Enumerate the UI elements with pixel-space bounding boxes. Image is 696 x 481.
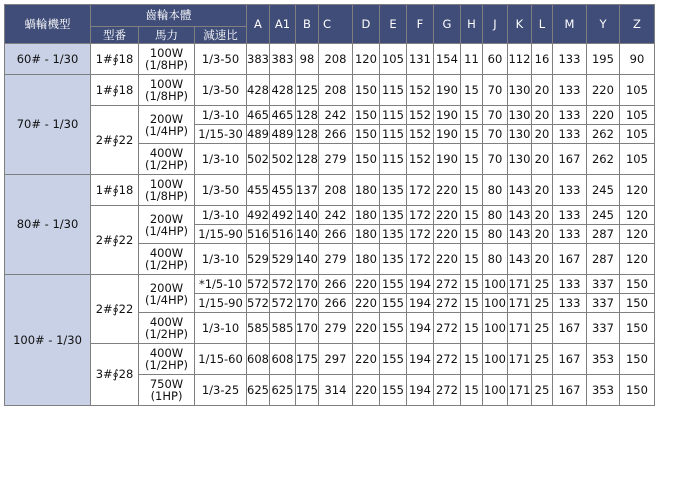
dim-y-cell: 353 (586, 344, 619, 375)
dim-g-cell: 190 (433, 125, 460, 144)
ratio-cell: 1/15-90 (195, 294, 247, 313)
ratio-cell: 1/15-60 (195, 344, 247, 375)
power-hp: (1/2HP) (144, 258, 189, 272)
dim-d-cell: 220 (352, 313, 379, 344)
dim-e-cell: 155 (379, 375, 406, 406)
dim-f-cell: 152 (406, 144, 433, 175)
dim-k-cell: 171 (507, 294, 531, 313)
ratio-cell: 1/3-50 (195, 75, 247, 106)
dim-a-cell: 492 (247, 206, 270, 225)
dim-e-cell: 155 (379, 344, 406, 375)
dim-h-cell: 15 (460, 206, 482, 225)
dim-a-cell: 455 (247, 175, 270, 206)
dim-a1-cell: 492 (269, 206, 295, 225)
dim-j-cell: 80 (482, 175, 507, 206)
dim-l-cell: 20 (531, 175, 552, 206)
dim-g-cell: 272 (433, 344, 460, 375)
dim-h-cell: 15 (460, 244, 482, 275)
dim-f-cell: 172 (406, 225, 433, 244)
dim-z-cell: 150 (619, 294, 654, 313)
dim-a-cell: 608 (247, 344, 270, 375)
dim-b-cell: 140 (295, 244, 318, 275)
dim-c-cell: 266 (318, 125, 352, 144)
model-label: 100# - 1/30 (5, 275, 91, 406)
table-row (5, 175, 655, 206)
ratio-cell: 1/3-25 (195, 375, 247, 406)
dim-z-cell: 120 (619, 225, 654, 244)
dim-j-cell: 70 (482, 125, 507, 144)
header-row (5, 5, 655, 27)
power-watts: 200W (149, 280, 184, 295)
ratio-cell: 1/3-10 (195, 144, 247, 175)
type-cell: 1#∮18 (91, 175, 139, 206)
dim-h-cell: 15 (460, 175, 482, 206)
dim-c-cell: 266 (318, 294, 352, 313)
dim-k-cell: 143 (507, 206, 531, 225)
dim-l-cell: 25 (531, 375, 552, 406)
power-hp: (1/4HP) (144, 123, 189, 138)
table-row (5, 206, 655, 225)
power-cell (139, 144, 195, 175)
dim-y-cell: 262 (586, 144, 619, 175)
model-label: 60# - 1/30 (5, 44, 91, 75)
dim-f-cell: 172 (406, 206, 433, 225)
dim-a1-cell: 585 (269, 313, 295, 344)
dim-g-cell: 220 (433, 175, 460, 206)
dim-b-cell: 140 (295, 225, 318, 244)
dim-m-cell: 133 (552, 106, 586, 125)
dim-y-cell: 287 (586, 244, 619, 275)
dim-d-cell: 150 (352, 75, 379, 106)
ratio-cell: *1/5-10 (195, 275, 247, 294)
dim-m-cell: 133 (552, 125, 586, 144)
header-dim-k: K (507, 5, 531, 44)
dim-y-cell: 262 (586, 125, 619, 144)
power-cell (139, 313, 195, 344)
power-watts: 400W (149, 315, 184, 329)
dim-j-cell: 100 (482, 294, 507, 313)
header-dim-z: Z (619, 5, 654, 44)
dim-m-cell: 133 (552, 75, 586, 106)
header-dim-l: L (531, 5, 552, 44)
type-cell: 2#∮22 (91, 275, 139, 344)
dim-m-cell: 133 (552, 175, 586, 206)
dim-d-cell: 220 (352, 275, 379, 294)
dim-b-cell: 128 (295, 106, 318, 125)
table-row (5, 106, 655, 125)
table-row (5, 344, 655, 375)
dim-y-cell: 353 (586, 375, 619, 406)
dim-k-cell: 130 (507, 106, 531, 125)
dim-j-cell: 80 (482, 206, 507, 225)
dim-a-cell: 489 (247, 125, 270, 144)
dim-f-cell: 172 (406, 244, 433, 275)
dim-g-cell: 190 (433, 144, 460, 175)
dim-m-cell: 167 (552, 144, 586, 175)
dim-l-cell: 25 (531, 294, 552, 313)
dim-c-cell: 314 (318, 375, 352, 406)
dim-h-cell: 15 (460, 225, 482, 244)
power-hp: (1/2HP) (144, 327, 189, 341)
header-type-no: 型番 (91, 27, 139, 44)
dim-a1-cell: 455 (269, 175, 295, 206)
model-label: 80# - 1/30 (5, 175, 91, 275)
power-hp: (1/2HP) (144, 358, 189, 372)
dim-c-cell: 242 (318, 206, 352, 225)
dim-h-cell: 15 (460, 313, 482, 344)
dim-k-cell: 143 (507, 175, 531, 206)
table-row (5, 44, 655, 75)
dim-e-cell: 155 (379, 275, 406, 294)
dim-g-cell: 190 (433, 75, 460, 106)
power-cell (139, 244, 195, 275)
dim-m-cell: 167 (552, 313, 586, 344)
dim-a-cell: 585 (247, 313, 270, 344)
dim-b-cell: 125 (295, 75, 318, 106)
dim-k-cell: 130 (507, 144, 531, 175)
dim-j-cell: 70 (482, 144, 507, 175)
dim-y-cell: 337 (586, 313, 619, 344)
ratio-cell: 1/15-30 (195, 125, 247, 144)
dim-f-cell: 194 (406, 375, 433, 406)
dim-c-cell: 242 (318, 106, 352, 125)
dim-y-cell: 245 (586, 206, 619, 225)
dim-k-cell: 171 (507, 313, 531, 344)
dim-m-cell: 167 (552, 344, 586, 375)
ratio-cell: 1/3-50 (195, 44, 247, 75)
dim-e-cell: 105 (379, 44, 406, 75)
header-dim-y: Y (586, 5, 619, 44)
dim-l-cell: 25 (531, 313, 552, 344)
header-dim-e: E (379, 5, 406, 44)
dim-h-cell: 11 (460, 44, 482, 75)
dim-z-cell: 120 (619, 175, 654, 206)
dim-d-cell: 150 (352, 106, 379, 125)
dim-a1-cell: 502 (269, 144, 295, 175)
dim-e-cell: 115 (379, 106, 406, 125)
dim-e-cell: 135 (379, 206, 406, 225)
dim-z-cell: 105 (619, 125, 654, 144)
dim-m-cell: 133 (552, 294, 586, 313)
dim-l-cell: 20 (531, 144, 552, 175)
header-dim-j: J (482, 5, 507, 44)
header-dim-a1: A1 (269, 5, 295, 44)
dim-f-cell: 152 (406, 106, 433, 125)
dim-m-cell: 133 (552, 225, 586, 244)
type-cell: 2#∮22 (91, 106, 139, 175)
dim-b-cell: 175 (295, 344, 318, 375)
ratio-cell: 1/3-10 (195, 313, 247, 344)
dim-a1-cell: 572 (269, 294, 295, 313)
power-hp: (1/8HP) (144, 189, 189, 203)
dim-j-cell: 70 (482, 75, 507, 106)
dim-j-cell: 100 (482, 275, 507, 294)
dim-z-cell: 105 (619, 75, 654, 106)
dim-a-cell: 625 (247, 375, 270, 406)
dim-e-cell: 115 (379, 144, 406, 175)
model-label: 70# - 1/30 (5, 75, 91, 175)
dim-m-cell: 133 (552, 206, 586, 225)
dim-y-cell: 220 (586, 106, 619, 125)
dim-m-cell: 167 (552, 244, 586, 275)
dim-l-cell: 20 (531, 225, 552, 244)
dim-d-cell: 220 (352, 375, 379, 406)
power-cell (139, 175, 195, 206)
dim-a-cell: 572 (247, 275, 270, 294)
dim-k-cell: 112 (507, 44, 531, 75)
header-dim-a: A (247, 5, 270, 44)
header-dim-d: D (352, 5, 379, 44)
dim-z-cell: 90 (619, 44, 654, 75)
dim-z-cell: 120 (619, 206, 654, 225)
dim-e-cell: 115 (379, 75, 406, 106)
dim-z-cell: 150 (619, 275, 654, 294)
header-dim-m: M (552, 5, 586, 44)
dim-z-cell: 150 (619, 313, 654, 344)
dim-y-cell: 245 (586, 175, 619, 206)
power-watts: 750W (149, 377, 184, 391)
dim-f-cell: 194 (406, 344, 433, 375)
power-watts: 100W (149, 77, 184, 91)
dim-l-cell: 20 (531, 244, 552, 275)
dim-a-cell: 529 (247, 244, 270, 275)
dim-e-cell: 155 (379, 294, 406, 313)
table-row (5, 75, 655, 106)
dim-d-cell: 120 (352, 44, 379, 75)
dim-e-cell: 135 (379, 225, 406, 244)
dim-b-cell: 137 (295, 175, 318, 206)
power-watts: 400W (149, 146, 184, 160)
dim-d-cell: 150 (352, 125, 379, 144)
header-dim-f: F (406, 5, 433, 44)
header-gear-body: 齒輪本體 (91, 5, 247, 27)
dim-d-cell: 180 (352, 244, 379, 275)
dim-g-cell: 220 (433, 244, 460, 275)
dim-d-cell: 150 (352, 144, 379, 175)
dim-j-cell: 80 (482, 225, 507, 244)
dim-k-cell: 130 (507, 75, 531, 106)
dim-f-cell: 194 (406, 275, 433, 294)
header-reduction-ratio: 減速比 (195, 27, 247, 44)
type-cell: 1#∮18 (91, 75, 139, 106)
dim-a-cell: 383 (247, 44, 270, 75)
header-dim-h: H (460, 5, 482, 44)
dim-l-cell: 20 (531, 106, 552, 125)
dim-f-cell: 172 (406, 175, 433, 206)
dim-h-cell: 15 (460, 144, 482, 175)
dim-c-cell: 208 (318, 75, 352, 106)
dim-j-cell: 100 (482, 344, 507, 375)
power-watts: 100W (149, 46, 184, 60)
dim-a1-cell: 625 (269, 375, 295, 406)
table-row (5, 275, 655, 294)
dim-b-cell: 98 (295, 44, 318, 75)
dim-h-cell: 15 (460, 344, 482, 375)
dim-k-cell: 171 (507, 344, 531, 375)
dim-e-cell: 135 (379, 175, 406, 206)
dim-l-cell: 16 (531, 44, 552, 75)
dim-a-cell: 572 (247, 294, 270, 313)
header-dim-b: B (295, 5, 318, 44)
dim-g-cell: 272 (433, 313, 460, 344)
dim-c-cell: 279 (318, 244, 352, 275)
type-cell: 2#∮22 (91, 206, 139, 275)
dim-a-cell: 428 (247, 75, 270, 106)
dim-a1-cell: 608 (269, 344, 295, 375)
dim-z-cell: 105 (619, 106, 654, 125)
dim-h-cell: 15 (460, 106, 482, 125)
dim-y-cell: 287 (586, 225, 619, 244)
power-cell (139, 106, 195, 144)
power-cell (139, 44, 195, 75)
dim-d-cell: 180 (352, 225, 379, 244)
power-hp: (1HP) (150, 389, 183, 403)
power-cell (139, 75, 195, 106)
dim-b-cell: 128 (295, 144, 318, 175)
dim-b-cell: 140 (295, 206, 318, 225)
dim-d-cell: 180 (352, 206, 379, 225)
power-watts: 400W (149, 346, 184, 360)
power-cell (139, 275, 195, 313)
ratio-cell: 1/15-90 (195, 225, 247, 244)
header-model-type: 蝸輪機型 (5, 5, 91, 44)
ratio-cell: 1/3-50 (195, 175, 247, 206)
dim-c-cell: 297 (318, 344, 352, 375)
dim-z-cell: 150 (619, 375, 654, 406)
dim-j-cell: 100 (482, 313, 507, 344)
dim-b-cell: 128 (295, 125, 318, 144)
dim-f-cell: 152 (406, 75, 433, 106)
dim-a1-cell: 489 (269, 125, 295, 144)
dim-j-cell: 60 (482, 44, 507, 75)
dim-y-cell: 337 (586, 275, 619, 294)
dim-b-cell: 170 (295, 294, 318, 313)
dim-c-cell: 279 (318, 313, 352, 344)
dim-g-cell: 190 (433, 106, 460, 125)
power-cell (139, 206, 195, 244)
dim-a1-cell: 428 (269, 75, 295, 106)
dim-d-cell: 220 (352, 294, 379, 313)
dim-a-cell: 465 (247, 106, 270, 125)
dim-c-cell: 279 (318, 144, 352, 175)
dim-y-cell: 337 (586, 294, 619, 313)
dim-g-cell: 220 (433, 206, 460, 225)
dim-y-cell: 195 (586, 44, 619, 75)
ratio-cell: 1/3-10 (195, 106, 247, 125)
dim-a-cell: 502 (247, 144, 270, 175)
dim-k-cell: 130 (507, 125, 531, 144)
power-watts: 200W (149, 211, 184, 226)
dim-m-cell: 133 (552, 44, 586, 75)
power-hp: (1/8HP) (144, 89, 189, 103)
ratio-cell: 1/3-10 (195, 244, 247, 275)
dim-f-cell: 152 (406, 125, 433, 144)
dim-k-cell: 143 (507, 225, 531, 244)
dim-a-cell: 516 (247, 225, 270, 244)
dim-b-cell: 170 (295, 275, 318, 294)
dim-l-cell: 20 (531, 125, 552, 144)
dim-z-cell: 150 (619, 344, 654, 375)
dim-l-cell: 25 (531, 344, 552, 375)
type-cell: 3#∮28 (91, 344, 139, 406)
power-hp: (1/8HP) (144, 58, 189, 72)
dim-h-cell: 15 (460, 275, 482, 294)
dim-j-cell: 70 (482, 106, 507, 125)
dim-z-cell: 105 (619, 144, 654, 175)
dim-e-cell: 115 (379, 125, 406, 144)
dim-k-cell: 171 (507, 275, 531, 294)
dim-g-cell: 272 (433, 375, 460, 406)
dim-l-cell: 25 (531, 275, 552, 294)
dim-g-cell: 272 (433, 275, 460, 294)
dim-y-cell: 220 (586, 75, 619, 106)
dim-c-cell: 208 (318, 175, 352, 206)
dim-c-cell: 266 (318, 225, 352, 244)
dim-h-cell: 15 (460, 75, 482, 106)
type-cell: 1#∮18 (91, 44, 139, 75)
power-cell (139, 375, 195, 406)
dim-g-cell: 272 (433, 294, 460, 313)
header-dim-c: C (318, 5, 352, 44)
dim-e-cell: 155 (379, 313, 406, 344)
dim-c-cell: 266 (318, 275, 352, 294)
dim-d-cell: 180 (352, 175, 379, 206)
dim-j-cell: 80 (482, 244, 507, 275)
dim-g-cell: 220 (433, 225, 460, 244)
dim-a1-cell: 465 (269, 106, 295, 125)
power-watts: 200W (149, 111, 184, 126)
header-horsepower: 馬力 (139, 27, 195, 44)
power-watts: 400W (149, 246, 184, 260)
dim-a1-cell: 529 (269, 244, 295, 275)
dim-j-cell: 100 (482, 375, 507, 406)
dim-a1-cell: 516 (269, 225, 295, 244)
dim-h-cell: 15 (460, 125, 482, 144)
power-cell (139, 344, 195, 375)
dim-b-cell: 170 (295, 313, 318, 344)
dim-a1-cell: 572 (269, 275, 295, 294)
dim-f-cell: 194 (406, 294, 433, 313)
dim-f-cell: 131 (406, 44, 433, 75)
dim-l-cell: 20 (531, 206, 552, 225)
dim-e-cell: 135 (379, 244, 406, 275)
dim-h-cell: 15 (460, 294, 482, 313)
dim-f-cell: 194 (406, 313, 433, 344)
dim-b-cell: 175 (295, 375, 318, 406)
dim-c-cell: 208 (318, 44, 352, 75)
dim-z-cell: 120 (619, 244, 654, 275)
dim-k-cell: 143 (507, 244, 531, 275)
dim-g-cell: 154 (433, 44, 460, 75)
power-hp: (1/4HP) (144, 292, 189, 307)
dim-a1-cell: 383 (269, 44, 295, 75)
dim-k-cell: 171 (507, 375, 531, 406)
header-dim-g: G (433, 5, 460, 44)
power-hp: (1/2HP) (144, 158, 189, 172)
dim-l-cell: 20 (531, 75, 552, 106)
dim-m-cell: 133 (552, 275, 586, 294)
dim-h-cell: 15 (460, 375, 482, 406)
dim-d-cell: 220 (352, 344, 379, 375)
spec-table (4, 4, 655, 406)
power-hp: (1/4HP) (144, 223, 189, 238)
power-watts: 100W (149, 177, 184, 191)
dim-m-cell: 167 (552, 375, 586, 406)
ratio-cell: 1/3-10 (195, 206, 247, 225)
